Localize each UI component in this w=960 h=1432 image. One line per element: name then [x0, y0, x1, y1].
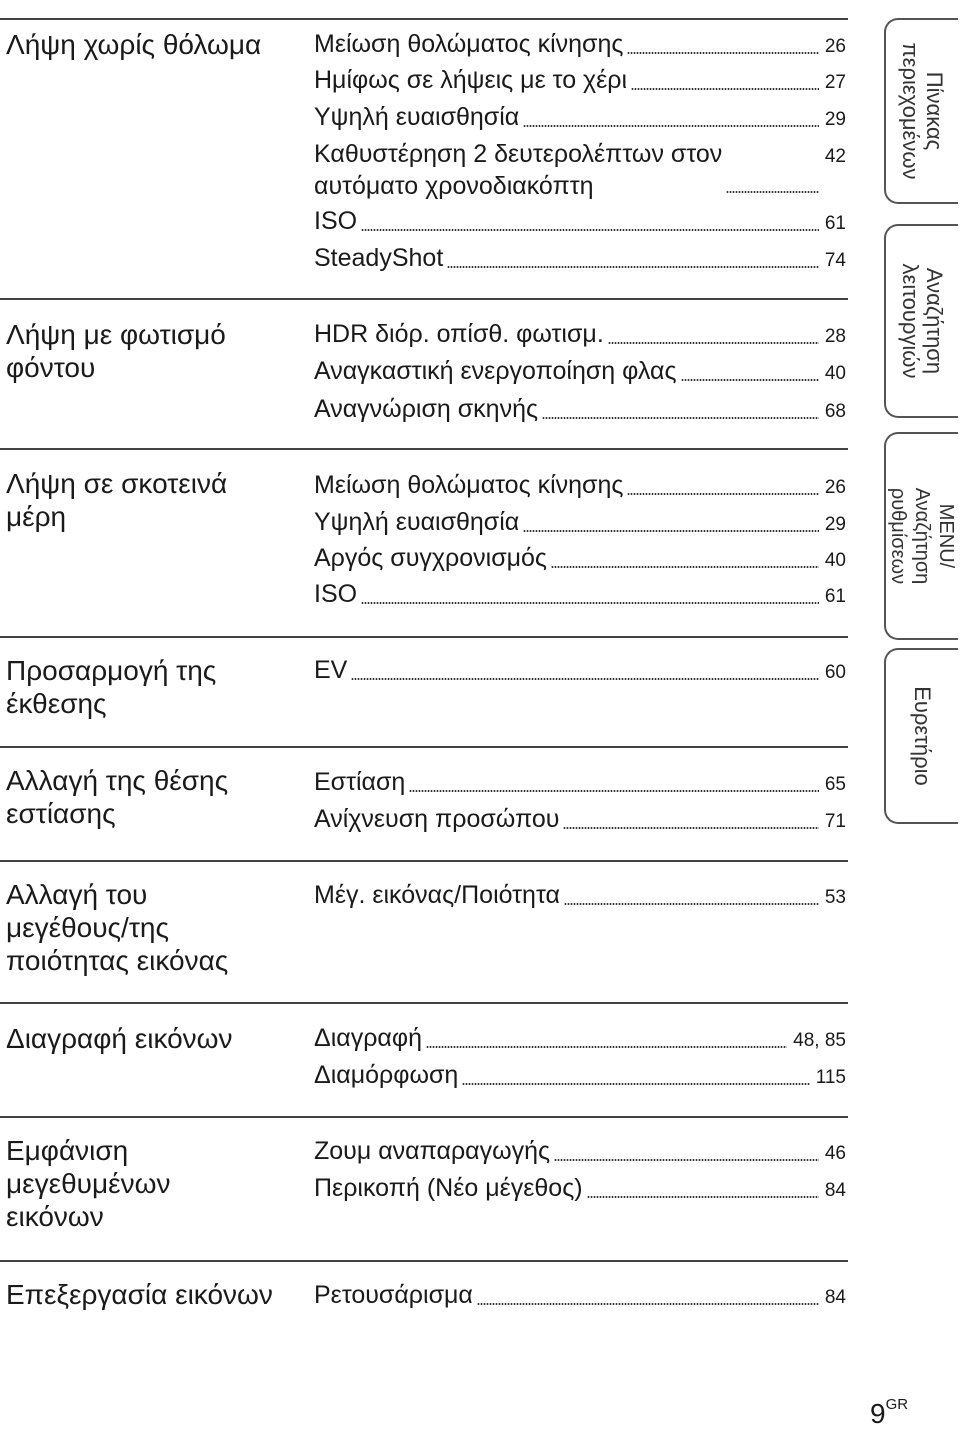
- entry-label: HDR διόρ. οπίσθ. φωτισμ.: [314, 320, 604, 348]
- index-entry[interactable]: [314, 1135, 846, 1170]
- leader-dots: [351, 678, 819, 680]
- section-divider: [0, 860, 848, 862]
- entry-label: Εστίαση: [314, 768, 406, 796]
- leader-dots: [554, 1159, 819, 1161]
- entry-page: 74: [824, 250, 846, 271]
- leader-dots: [409, 790, 819, 792]
- entry-page: 84: [824, 1180, 846, 1201]
- page-number-suffix: GR: [885, 1396, 909, 1413]
- tab-table-of-contents[interactable]: [884, 18, 958, 204]
- entry-page: 29: [824, 514, 846, 535]
- index-entry[interactable]: [314, 766, 846, 801]
- section-divider: [0, 1260, 848, 1262]
- entry-page: 27: [824, 72, 846, 93]
- leader-dots: [608, 342, 819, 344]
- entry-page: 60: [824, 662, 846, 683]
- entry-label: Καθυστέρηση 2 δευτερολέπτων στον αυτόματο χρονοδιακόπτη: [314, 140, 723, 200]
- entry-page: 71: [824, 811, 846, 832]
- entry-label: Μείωση θολώματος κίνησης: [314, 471, 624, 499]
- entry-label: Ρετουσάρισμα: [314, 1281, 473, 1309]
- index-entry[interactable]: [314, 1279, 846, 1314]
- leader-dots: [426, 1046, 787, 1048]
- index-entry[interactable]: [314, 469, 846, 504]
- section-divider: [0, 746, 848, 748]
- index-entry[interactable]: [314, 242, 846, 277]
- entry-page: 48, 85: [793, 1030, 846, 1051]
- page-number: [870, 1398, 908, 1430]
- category-label: Επεξεργασία εικόνων: [6, 1279, 273, 1310]
- index-entry[interactable]: [314, 355, 846, 390]
- entry-page: 26: [824, 36, 846, 57]
- index-entry[interactable]: [314, 1172, 846, 1207]
- leader-dots: [477, 1303, 819, 1305]
- index-entry[interactable]: [314, 1022, 846, 1057]
- leader-dots: [361, 602, 819, 604]
- index-entry[interactable]: [314, 318, 846, 353]
- entry-page: 46: [824, 1143, 846, 1164]
- section-divider: [0, 448, 848, 450]
- leader-dots: [563, 827, 818, 829]
- index-entry[interactable]: [314, 101, 846, 136]
- section-divider: [0, 636, 848, 638]
- leader-dots: [542, 417, 819, 419]
- entry-label: Περικοπή (Νέο μέγεθος): [314, 1174, 583, 1202]
- tab-menu-settings-search[interactable]: [884, 432, 958, 640]
- page-number-value: 9: [870, 1398, 886, 1429]
- tab-label: MENU/Αναζήτηση ρυθμίσεων: [887, 487, 957, 585]
- entry-label: Διαγραφή: [314, 1024, 422, 1052]
- entry-label: ISO: [314, 580, 358, 608]
- entry-page: 40: [824, 363, 846, 384]
- entry-page: 68: [824, 401, 846, 422]
- entry-page: 40: [824, 550, 846, 571]
- category-label: Αλλαγή της θέσης εστίασης: [6, 765, 229, 829]
- leader-dots: [631, 88, 819, 90]
- index-entry[interactable]: [314, 205, 846, 240]
- index-entry[interactable]: [314, 654, 846, 689]
- entry-label: Αναγκαστική ενεργοποίηση φλας: [314, 357, 677, 385]
- entry-page: 26: [824, 477, 846, 498]
- entry-label: Μέγ. εικόνας/Ποιότητα: [314, 881, 560, 909]
- entry-page: 65: [824, 774, 846, 795]
- tab-index[interactable]: [884, 648, 958, 824]
- leader-dots: [681, 379, 819, 381]
- leader-dots: [587, 1196, 819, 1198]
- index-entry[interactable]: [314, 578, 846, 613]
- side-tabs: [884, 18, 960, 838]
- index-entry[interactable]: [314, 393, 846, 428]
- leader-dots: [627, 52, 818, 54]
- leader-dots: [361, 229, 819, 231]
- entry-page: 29: [824, 109, 846, 130]
- tab-search-functions[interactable]: [884, 224, 958, 418]
- entry-page: 61: [824, 213, 846, 234]
- leader-dots: [523, 125, 819, 127]
- category-label: Προσαρμογή της έκθεσης: [6, 655, 217, 719]
- entry-label: Ημίφως σε λήψεις με το χέρι: [314, 66, 628, 94]
- entry-label: Ανίχνευση προσώπου: [314, 805, 560, 833]
- leader-dots: [726, 191, 819, 193]
- index-entry[interactable]: [314, 138, 846, 202]
- index-entry[interactable]: [314, 542, 846, 577]
- leader-dots: [627, 493, 818, 495]
- leader-dots: [447, 266, 819, 268]
- entry-label: Υψηλή ευαισθησία: [314, 103, 520, 131]
- entry-label: ISO: [314, 207, 358, 235]
- section-divider: [0, 1002, 848, 1004]
- entry-page: 115: [815, 1067, 846, 1088]
- entry-page: 61: [824, 586, 846, 607]
- index-entry[interactable]: [314, 879, 846, 914]
- leader-dots: [462, 1083, 809, 1085]
- entry-label: Ζουμ αναπαραγωγής: [314, 1137, 551, 1165]
- entry-page: 53: [824, 887, 846, 908]
- entry-label: SteadyShot: [314, 244, 444, 272]
- tab-label: Αναζήτηση λειτουργιών: [898, 263, 947, 379]
- entry-page: 84: [824, 1287, 846, 1308]
- entry-label: EV: [314, 656, 348, 684]
- entry-label: Αργός συγχρονισμός: [314, 544, 547, 572]
- tab-label: Ευρετήριο: [910, 686, 935, 786]
- category-label: Εμφάνιση μεγεθυμένων εικόνων: [6, 1135, 171, 1232]
- tab-label: Πίνακας περιεχομένων: [898, 42, 947, 180]
- section-divider: [0, 298, 848, 300]
- category-label: Λήψη χωρίς θόλωμα: [6, 29, 262, 60]
- leader-dots: [523, 530, 819, 532]
- index-entry[interactable]: [314, 506, 846, 541]
- category-label: Διαγραφή εικόνων: [6, 1023, 233, 1054]
- index-entry[interactable]: [314, 64, 846, 99]
- leader-dots: [551, 566, 819, 568]
- entry-page: 28: [824, 326, 846, 347]
- section-divider: [0, 1116, 848, 1118]
- entry-label: Αναγνώριση σκηνής: [314, 395, 539, 423]
- entry-label: Υψηλή ευαισθησία: [314, 508, 520, 536]
- category-label: Αλλαγή του μεγέθους/της ποιότητας εικόνας: [6, 879, 229, 976]
- leader-dots: [564, 903, 819, 905]
- index-entry[interactable]: [314, 28, 846, 63]
- entry-page: 42: [824, 146, 846, 167]
- category-label: Λήψη με φωτισμό φόντου: [6, 319, 226, 383]
- index-entry[interactable]: [314, 803, 846, 838]
- entry-label: Μείωση θολώματος κίνησης: [314, 30, 624, 58]
- entry-label: Διαμόρφωση: [314, 1061, 459, 1089]
- category-label: Λήψη σε σκοτεινά μέρη: [6, 468, 228, 532]
- index-entry[interactable]: [314, 1059, 846, 1094]
- section-divider: [0, 18, 848, 20]
